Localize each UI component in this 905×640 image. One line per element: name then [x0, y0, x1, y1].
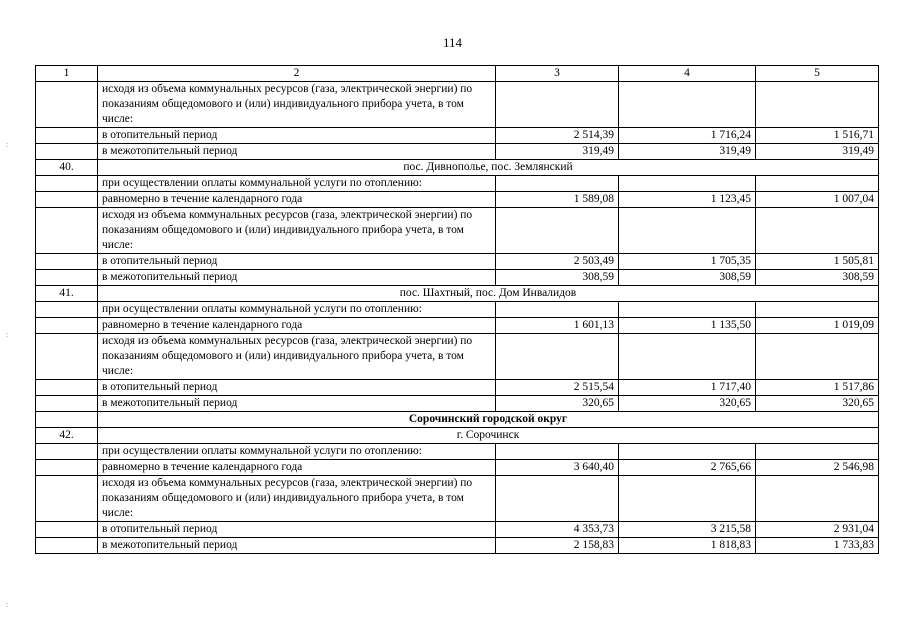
row-label: в отопительный период — [98, 128, 496, 144]
row-label: исходя из объема коммунальных ресурсов (газа, электрической энергии) по показаниям общедомового и (или) индивидуального прибора учета, в том числе: — [98, 334, 496, 380]
column-header: 3 — [496, 66, 619, 82]
row-label: при осуществлении оплаты коммунальной услуги по отоплению: — [98, 302, 496, 318]
row-number-cell — [36, 334, 98, 380]
value-col-5: 1 516,71 — [756, 128, 879, 144]
empty-cell — [756, 208, 879, 254]
row-number-cell — [36, 128, 98, 144]
page-number: 114 — [442, 35, 463, 50]
header-row — [36, 66, 879, 82]
row-number: 41. — [36, 286, 98, 302]
row-label: равномерно в течение календарного года — [98, 460, 496, 476]
row-label: исходя из объема коммунальных ресурсов (газа, электрической энергии) по показаниям общедомового и (или) индивидуального прибора учета, в том числе: — [98, 476, 496, 522]
value-col-5: 2 931,04 — [756, 522, 879, 538]
row-label: в межотопительный период — [98, 144, 496, 160]
row-number-cell — [36, 396, 98, 412]
volume-heading-row — [36, 82, 879, 128]
margin-mark: : — [6, 140, 9, 149]
value-col-5: 1 517,86 — [756, 380, 879, 396]
row-number-cell — [36, 476, 98, 522]
heating-period-row — [36, 522, 879, 538]
row-number-cell — [36, 176, 98, 192]
empty-cell — [619, 444, 756, 460]
row-number-cell — [36, 412, 98, 428]
row-label: в отопительный период — [98, 522, 496, 538]
volume-heading-row — [36, 334, 879, 380]
value-col-5: 1 505,81 — [756, 254, 879, 270]
value-col-5: 2 546,98 — [756, 460, 879, 476]
value-col-3: 1 601,13 — [496, 318, 619, 334]
row-label: равномерно в течение календарного года — [98, 318, 496, 334]
row-number-cell — [36, 208, 98, 254]
row-number-cell — [36, 460, 98, 476]
empty-cell — [756, 476, 879, 522]
row-number-cell — [36, 380, 98, 396]
empty-cell — [756, 176, 879, 192]
empty-cell — [496, 176, 619, 192]
value-col-3: 4 353,73 — [496, 522, 619, 538]
settlement-heading: г. Сорочинск — [98, 428, 879, 444]
payment-intro-row — [36, 444, 879, 460]
interheating-period-row — [36, 396, 879, 412]
interheating-period-row — [36, 144, 879, 160]
row-label: равномерно в течение календарного года — [98, 192, 496, 208]
value-col-3: 2 158,83 — [496, 538, 619, 554]
column-header: 4 — [619, 66, 756, 82]
value-col-3: 2 514,39 — [496, 128, 619, 144]
value-col-4: 308,59 — [619, 270, 756, 286]
district-row — [36, 412, 879, 428]
row-label: при осуществлении оплаты коммунальной услуги по отоплению: — [98, 176, 496, 192]
heating-period-row — [36, 254, 879, 270]
row-label: в межотопительный период — [98, 396, 496, 412]
empty-cell — [496, 82, 619, 128]
row-label: в межотопительный период — [98, 538, 496, 554]
column-header: 1 — [36, 66, 98, 82]
empty-cell — [619, 208, 756, 254]
margin-mark: : — [6, 600, 9, 609]
interheating-period-row — [36, 270, 879, 286]
empty-cell — [619, 82, 756, 128]
row-label: в отопительный период — [98, 380, 496, 396]
value-col-4: 320,65 — [619, 396, 756, 412]
settlement-heading: пос. Шахтный, пос. Дом Инвалидов — [98, 286, 879, 302]
empty-cell — [619, 476, 756, 522]
payment-intro-row — [36, 176, 879, 192]
row-number-cell — [36, 318, 98, 334]
volume-heading-row — [36, 208, 879, 254]
empty-cell — [619, 334, 756, 380]
value-col-5: 1 007,04 — [756, 192, 879, 208]
evenly-row — [36, 192, 879, 208]
row-number: 40. — [36, 160, 98, 176]
value-col-4: 1 716,24 — [619, 128, 756, 144]
row-number-cell — [36, 144, 98, 160]
row-label: в межотопительный период — [98, 270, 496, 286]
empty-cell — [496, 476, 619, 522]
empty-cell — [619, 302, 756, 318]
value-col-4: 1 705,35 — [619, 254, 756, 270]
settlement-row — [36, 160, 879, 176]
value-col-3: 308,59 — [496, 270, 619, 286]
evenly-row — [36, 318, 879, 334]
column-header: 5 — [756, 66, 879, 82]
value-col-4: 3 215,58 — [619, 522, 756, 538]
settlement-row — [36, 428, 879, 444]
value-col-3: 319,49 — [496, 144, 619, 160]
empty-cell — [496, 302, 619, 318]
margin-mark: : — [6, 330, 9, 339]
value-col-5: 308,59 — [756, 270, 879, 286]
value-col-4: 1 123,45 — [619, 192, 756, 208]
row-number-cell — [36, 82, 98, 128]
row-number-cell — [36, 254, 98, 270]
value-col-4: 2 765,66 — [619, 460, 756, 476]
interheating-period-row — [36, 538, 879, 554]
empty-cell — [756, 334, 879, 380]
value-col-3: 1 589,08 — [496, 192, 619, 208]
row-label: исходя из объема коммунальных ресурсов (газа, электрической энергии) по показаниям общедомового и (или) индивидуального прибора учета, в том числе: — [98, 82, 496, 128]
row-number-cell — [36, 192, 98, 208]
value-col-5: 319,49 — [756, 144, 879, 160]
settlement-heading: пос. Дивнополье, пос. Землянский — [98, 160, 879, 176]
empty-cell — [619, 176, 756, 192]
row-label: при осуществлении оплаты коммунальной услуги по отоплению: — [98, 444, 496, 460]
district-heading: Сорочинский городской округ — [98, 412, 879, 428]
row-number-cell — [36, 522, 98, 538]
volume-heading-row — [36, 476, 879, 522]
settlement-row — [36, 286, 879, 302]
payment-intro-row — [36, 302, 879, 318]
row-number: 42. — [36, 428, 98, 444]
heating-period-row — [36, 380, 879, 396]
value-col-5: 1 019,09 — [756, 318, 879, 334]
value-col-3: 3 640,40 — [496, 460, 619, 476]
evenly-row — [36, 460, 879, 476]
empty-cell — [496, 334, 619, 380]
value-col-3: 2 515,54 — [496, 380, 619, 396]
empty-cell — [496, 444, 619, 460]
row-label: исходя из объема коммунальных ресурсов (газа, электрической энергии) по показаниям общедомового и (или) индивидуального прибора учета, в том числе: — [98, 208, 496, 254]
empty-cell — [756, 82, 879, 128]
row-number-cell — [36, 444, 98, 460]
value-col-4: 319,49 — [619, 144, 756, 160]
empty-cell — [756, 444, 879, 460]
value-col-4: 1 717,40 — [619, 380, 756, 396]
empty-cell — [756, 302, 879, 318]
value-col-5: 320,65 — [756, 396, 879, 412]
tariff-table — [35, 65, 879, 554]
row-number-cell — [36, 270, 98, 286]
value-col-4: 1 135,50 — [619, 318, 756, 334]
row-label: в отопительный период — [98, 254, 496, 270]
value-col-3: 2 503,49 — [496, 254, 619, 270]
column-header: 2 — [98, 66, 496, 82]
value-col-4: 1 818,83 — [619, 538, 756, 554]
empty-cell — [496, 208, 619, 254]
value-col-3: 320,65 — [496, 396, 619, 412]
value-col-5: 1 733,83 — [756, 538, 879, 554]
row-number-cell — [36, 538, 98, 554]
heating-period-row — [36, 128, 879, 144]
row-number-cell — [36, 302, 98, 318]
